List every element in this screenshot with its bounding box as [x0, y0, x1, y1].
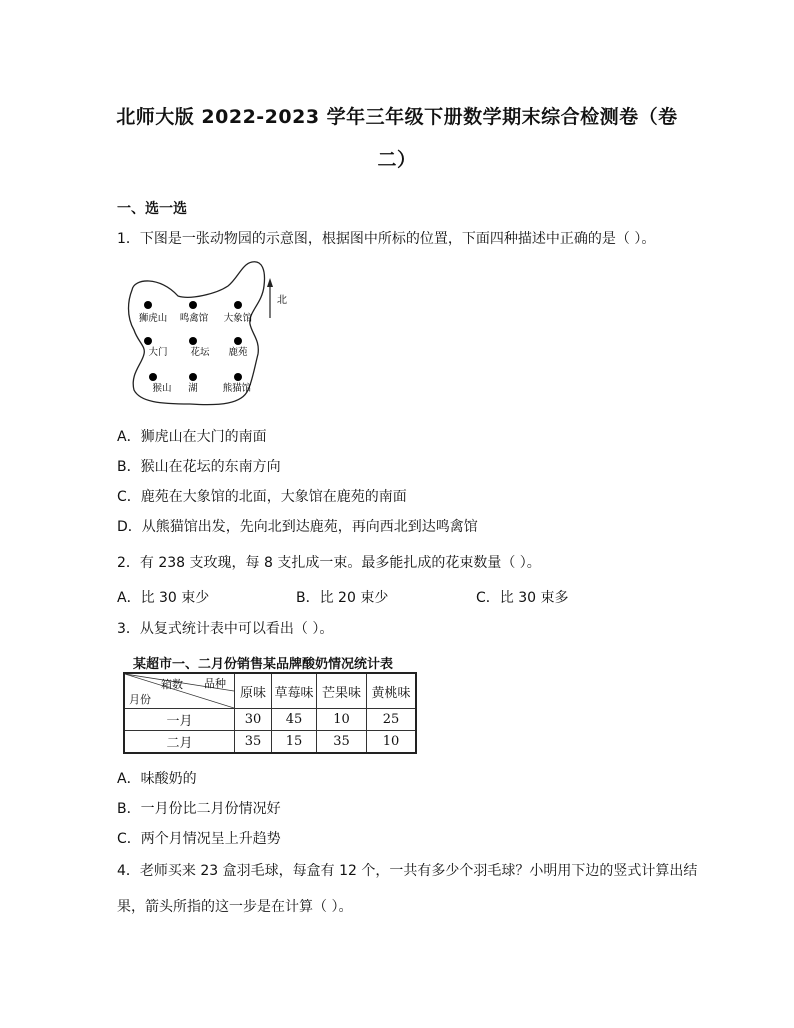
map-label: 鸣禽馆: [179, 313, 209, 324]
q3-option-b: B．一月份比二月份情况好: [117, 801, 281, 817]
table-cell: 10: [317, 709, 367, 731]
map-dot: [149, 373, 157, 381]
table-cell: 30: [235, 709, 272, 731]
table-cell: 35: [317, 731, 367, 754]
q1-option-b: B．猴山在花坛的东南方向: [117, 459, 281, 475]
sales-table: [123, 672, 417, 754]
map-label: 花坛: [190, 347, 210, 358]
q1-option-a: A．狮虎山在大门的南面: [117, 429, 267, 445]
map-label: 熊猫馆: [222, 383, 252, 394]
q2-option-b: B．比 20 束少: [296, 590, 389, 606]
table-row: [124, 731, 416, 754]
north-label: 北: [277, 295, 287, 306]
column-header: 原味: [235, 673, 272, 709]
corner-label-month: 月份: [129, 693, 151, 706]
section-heading: 一、选一选: [117, 201, 187, 217]
question-4-stem-line2: 果，箭头所指的这一步是在计算（ ）。: [117, 899, 353, 915]
table-cell: 45: [272, 709, 317, 731]
map-dot: [144, 301, 152, 309]
map-dot: [234, 337, 242, 345]
map-label: 鹿苑: [228, 347, 248, 358]
table-cell: 15: [272, 731, 317, 754]
table-row: [124, 709, 416, 731]
q1-option-c: C．鹿苑在大象馆的北面，大象馆在鹿苑的南面: [117, 489, 407, 505]
map-dot: [189, 337, 197, 345]
table-header-row: [124, 673, 416, 709]
map-label: 猴山: [152, 383, 172, 394]
corner-label-boxes: 箱数: [161, 678, 183, 691]
map-label: 狮虎山: [138, 313, 168, 324]
q2-option-c: C．比 30 束多: [476, 590, 569, 606]
page-title-line2: 二）: [377, 149, 417, 171]
row-month: 一月: [124, 709, 235, 731]
table-caption: 某超市一、二月份销售某品牌酸奶情况统计表: [133, 657, 394, 672]
question-2-stem: 2．有 238 支玫瑰，每 8 支扎成一束。最多能扎成的花束数量（ ）。: [117, 555, 541, 571]
table-cell: 25: [367, 709, 417, 731]
question-1-stem: 1．下图是一张动物园的示意图，根据图中所标的位置，下面四种描述中正确的是（ ）。: [117, 231, 656, 247]
map-dot: [189, 373, 197, 381]
q1-option-d: D．从熊猫馆出发，先向北到达鹿苑，再向西北到达鸣禽馆: [117, 519, 478, 535]
table-cell: 10: [367, 731, 417, 754]
table-corner-cell: [124, 673, 235, 709]
q3-option-c: C．两个月情况呈上升趋势: [117, 831, 281, 847]
map-dot: [234, 373, 242, 381]
question-4-stem-line1: 4．老师买来 23 盒羽毛球，每盒有 12 个，一共有多少个羽毛球？小明用下边的竖式计算出结: [117, 863, 698, 879]
q2-option-a: A．比 30 束少: [117, 590, 210, 606]
q3-option-a: A．味酸奶的: [117, 771, 197, 787]
column-header: 草莓味: [272, 673, 317, 709]
map-dot: [234, 301, 242, 309]
question-3-stem: 3．从复式统计表中可以看出（ ）。: [117, 621, 334, 637]
map-label: 大象馆: [223, 313, 253, 324]
row-month: 二月: [124, 731, 235, 754]
zoo-map: [120, 258, 300, 418]
map-dot: [144, 337, 152, 345]
map-label: 大门: [148, 347, 168, 358]
map-dot: [189, 301, 197, 309]
corner-label-variety: 品种: [204, 677, 226, 690]
map-label: 湖: [188, 383, 198, 394]
column-header: 芒果味: [317, 673, 367, 709]
north-arrow-icon: [267, 278, 273, 318]
table-cell: 35: [235, 731, 272, 754]
column-header: 黄桃味: [367, 673, 417, 709]
page-title-line1: 北师大版 2022-2023 学年三年级下册数学期末综合检测卷（卷: [116, 106, 678, 128]
